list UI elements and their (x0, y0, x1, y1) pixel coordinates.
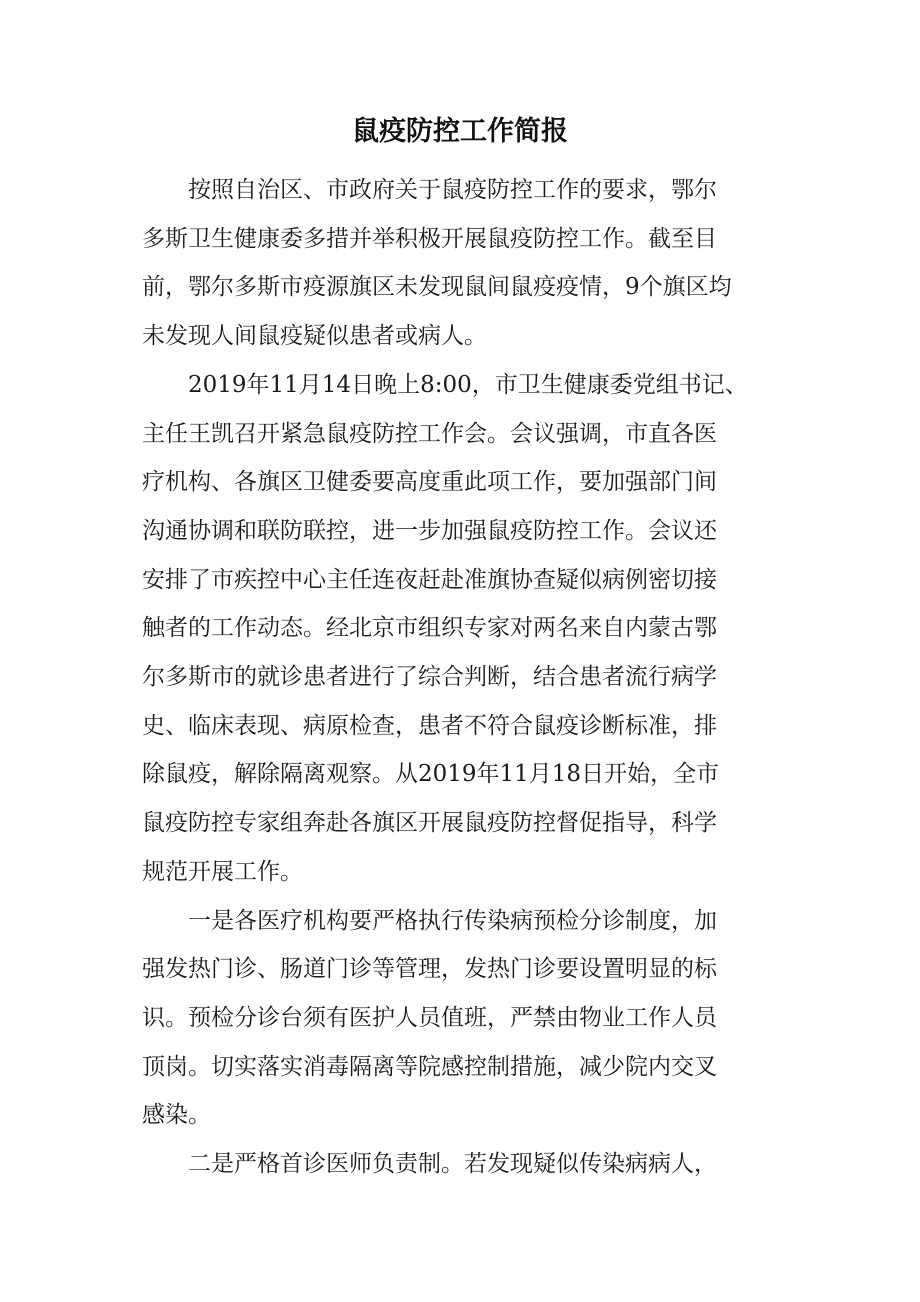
text-line: 强发热门诊、肠道门诊等管理，发热门诊要设置明显的标 (142, 956, 717, 983)
text-line: 感染。 (142, 1102, 211, 1129)
text-line: 2019年11月14日晚上8:00，市卫生健康委党组书记、 (188, 371, 748, 398)
text-line: 按照自治区、市政府关于鼠疫防控工作的要求，鄂尔 (188, 177, 717, 203)
text-line: 识。预检分诊台须有医护人员值班，严禁由物业工作人员 (142, 1004, 717, 1031)
text-line: 尔多斯市的就诊患者进行了综合判断，结合患者流行病学 (142, 664, 717, 691)
text-line: 安排了市疾控中心主任连夜赶赴准旗协查疑似病例密切接 (142, 566, 717, 593)
paragraph-measure-one (142, 897, 782, 1141)
text-line: 顶岗。切实落实消毒隔离等院感控制措施，减少院内交叉 (142, 1053, 717, 1080)
paragraph-meeting (142, 361, 782, 897)
text-line: 多斯卫生健康委多措并举积极开展鼠疫防控工作。截至目 (142, 225, 717, 252)
paragraph-intro (142, 166, 782, 361)
text-line: 二是严格首诊医师负责制。若发现疑似传染病病人， (188, 1151, 717, 1178)
document-body (142, 166, 782, 1189)
text-line: 史、临床表现、病原检查，患者不符合鼠疫诊断标准，排 (142, 712, 717, 739)
text-line: 未发现人间鼠疫疑似患者或病人。 (142, 323, 487, 350)
text-line: 疗机构、各旗区卫健委要高度重此项工作，要加强部门间 (142, 469, 717, 496)
paragraph-measure-two (142, 1140, 782, 1189)
text-line: 前，鄂尔多斯市疫源旗区未发现鼠间鼠疫疫情，9个旗区均 (142, 274, 732, 301)
text-line: 除鼠疫，解除隔离观察。从2019年11月18日开始，全市 (142, 761, 720, 788)
text-line: 主任王凯召开紧急鼠疫防控工作会。会议强调，市直各医 (142, 420, 717, 447)
document-title: 鼠疫防控工作简报 (352, 116, 568, 147)
text-line: 触者的工作动态。经北京市组织专家对两名来自内蒙古鄂 (142, 615, 717, 642)
text-line: 规范开展工作。 (142, 858, 303, 885)
text-line: 鼠疫防控专家组奔赴各旗区开展鼠疫防控督促指导，科学 (142, 810, 717, 837)
text-line: 一是各医疗机构要严格执行传染病预检分诊制度，加 (188, 907, 717, 934)
text-line: 沟通协调和联防联控，进一步加强鼠疫防控工作。会议还 (142, 517, 717, 544)
